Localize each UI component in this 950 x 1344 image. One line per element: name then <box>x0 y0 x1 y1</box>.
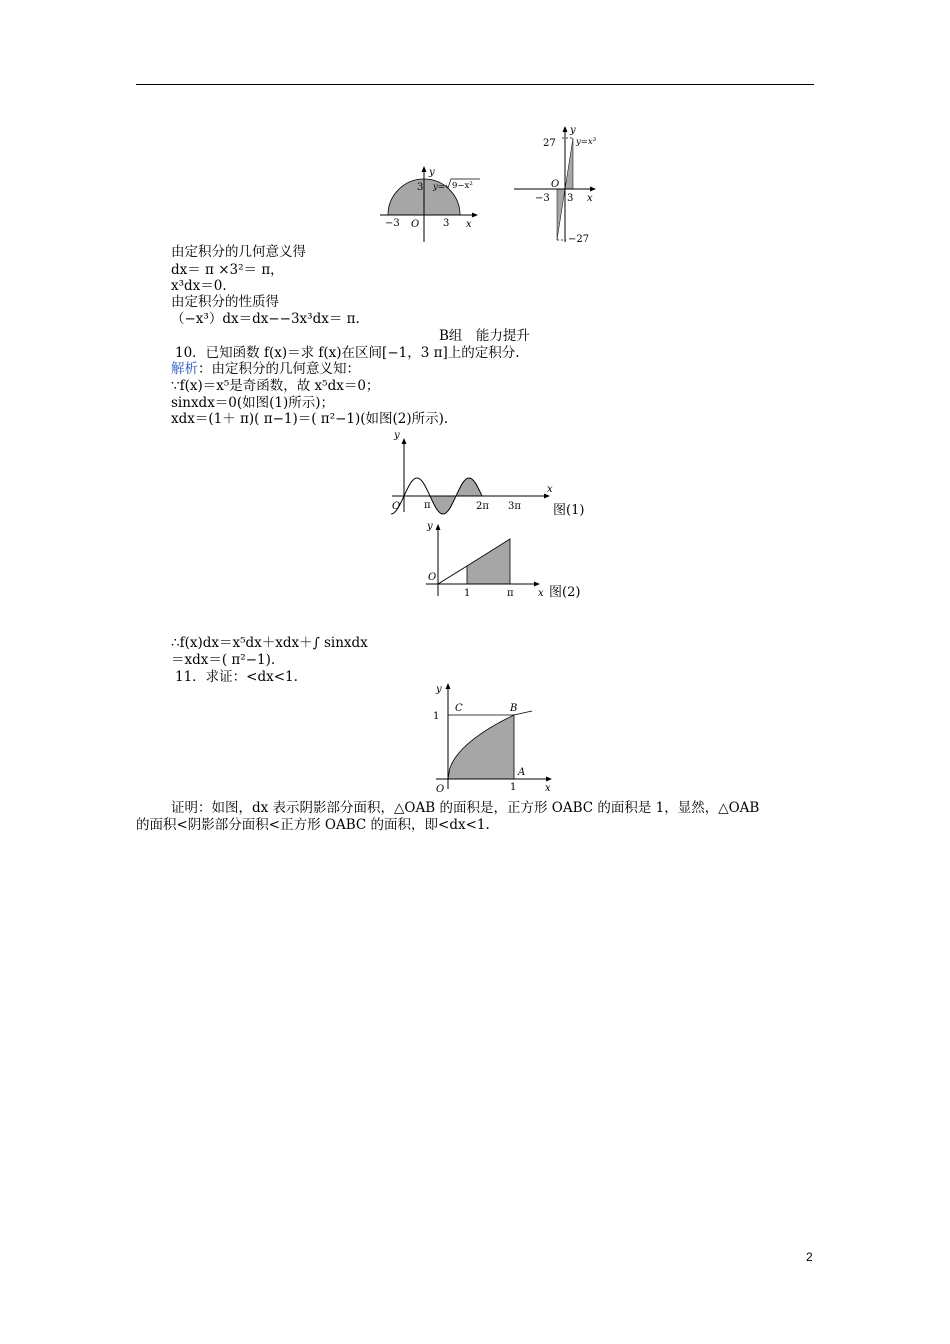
equation-label: y=x³ <box>576 137 597 147</box>
problem-10: 10．已知函数 f(x)＝求 f(x)在区间[−1，3 π]上的定积分. <box>175 345 520 361</box>
label-neg3: −3 <box>535 193 550 204</box>
label-neg3: −3 <box>385 218 400 229</box>
label-neg27: −27 <box>568 234 590 245</box>
figure-sine <box>386 428 596 520</box>
axis-x-label: x <box>538 588 544 599</box>
figure-proof <box>426 681 566 797</box>
label-3-y: 3 <box>417 182 424 193</box>
axis-y-label: y <box>427 521 433 532</box>
label-3: 3 <box>567 193 574 204</box>
text-line: dx＝ π ×3²＝ π， <box>171 262 284 278</box>
label-B: B <box>510 703 518 714</box>
tick-2pi: 2π <box>476 501 489 512</box>
origin-label: O <box>551 179 560 190</box>
proof-line-1: 证明：如图，dx 表示阴影部分面积，△OAB 的面积是，正方形 OABC 的面积是 1，显然，△OAB <box>171 800 760 816</box>
axis-x-label: x <box>547 484 553 495</box>
axis-x-label: x <box>587 193 593 204</box>
text-line: 由定积分的性质得 <box>171 294 279 310</box>
proof-line-2: 的面积<阴影部分面积<正方形 OABC 的面积，即<dx<1. <box>136 817 490 833</box>
label-1-y: 1 <box>433 711 440 722</box>
analysis-line: 解析：由定积分的几何意义知： <box>171 361 360 377</box>
text-line: ＝xdx＝( π²−1). <box>171 652 276 668</box>
origin-label: O <box>411 219 420 230</box>
page-number: 2 <box>806 1250 813 1264</box>
text-line: sinxdx＝0(如图(1)所示)； <box>171 395 335 411</box>
label-C: C <box>455 703 463 714</box>
equation-radicand: 9−x² <box>452 181 473 191</box>
figure-caption: 图(2) <box>549 585 581 600</box>
section-title: B组 能力提升 <box>439 328 530 344</box>
figure-semicircle <box>380 160 490 246</box>
text-line: 由定积分的几何意义得 <box>171 244 306 260</box>
text-line: x³dx＝0. <box>171 278 227 294</box>
equation-prefix: y= <box>433 182 445 192</box>
origin-label: O <box>392 501 401 512</box>
text-line: ∵f(x)＝x⁵是奇函数，故 x⁵dx＝0； <box>171 378 380 394</box>
axis-y-label: y <box>570 125 576 136</box>
origin-label: O <box>436 784 445 795</box>
label-1-x: 1 <box>510 782 517 793</box>
problem-11: 11．求证：<dx<1. <box>175 669 298 685</box>
label-27: 27 <box>543 138 556 149</box>
axis-y-label: y <box>436 684 442 695</box>
analysis-label: 解析 <box>171 361 198 377</box>
tick-1: 1 <box>464 588 471 599</box>
label-3-x: 3 <box>443 218 450 229</box>
figure-cubic <box>510 122 610 246</box>
text-line: （−x³）dx＝dx−−3x³dx＝ π. <box>171 311 360 327</box>
text-line: xdx＝(1＋ π)( π−1)＝( π²−1)(如图(2)所示). <box>171 411 449 427</box>
figure-caption: 图(1) <box>553 503 585 518</box>
axis-x-label: x <box>466 219 472 230</box>
axis-x-label: x <box>545 783 551 794</box>
axis-y-label: y <box>394 430 400 441</box>
origin-label: O <box>428 572 437 583</box>
text-line: ∴f(x)dx＝x⁵dx＋xdx＋∫ sinxdx <box>171 635 368 651</box>
tick-pi: π <box>507 588 514 599</box>
header-rule <box>136 84 814 85</box>
label-A: A <box>518 767 526 778</box>
tick-pi: π <box>424 500 431 511</box>
axis-y-label: y <box>429 167 435 178</box>
figure-line <box>422 516 602 602</box>
tick-3pi: 3π <box>508 501 521 512</box>
